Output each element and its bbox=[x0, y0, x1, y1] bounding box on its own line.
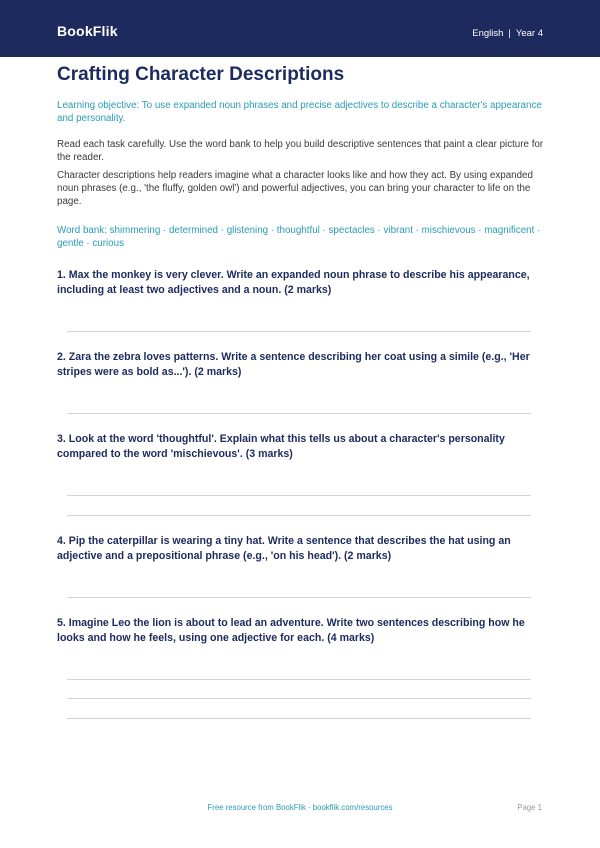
answer-line[interactable] bbox=[67, 718, 531, 719]
question-4: 4. Pip the caterpillar is wearing a tiny hat. Write a sentence that describes the hat using an adjective and a prepositional phrase (e.g., 'on his head'). (2 marks) bbox=[57, 535, 511, 562]
subject-year-label bbox=[472, 28, 543, 39]
answer-line[interactable] bbox=[67, 515, 531, 516]
answer-line[interactable] bbox=[67, 597, 531, 598]
answer-line[interactable] bbox=[67, 331, 531, 332]
meta-separator: | bbox=[508, 28, 511, 39]
brand-logo[interactable]: BookFlik bbox=[57, 23, 118, 39]
word-bank: Word bank: shimmering · determined · glistening · thoughtful · spectacles · vibrant · mischievous · magnificent · gentle · curious bbox=[57, 225, 541, 249]
page-number: Page 1 bbox=[517, 803, 542, 812]
learning-objective: Learning objective: To use expanded noun phrases and precise adjectives to describe a character's appearance and personality. bbox=[57, 100, 542, 124]
question-5: 5. Imagine Leo the lion is about to lead an adventure. Write two sentences describing how he looks and how he feels, using one adjective for each. (4 marks) bbox=[57, 617, 525, 644]
question-2: 2. Zara the zebra loves patterns. Write a sentence describing her coat using a simile (e.g., 'Her stripes were as bold as...'). (2 marks) bbox=[57, 351, 530, 378]
intro-text: Character descriptions help readers imagine what a character looks like and how they act. By using expanded noun phrases (e.g., 'the fluffy, golden owl') and powerful adjectives, you can bring your character to life on the page. bbox=[57, 170, 533, 207]
answer-line[interactable] bbox=[67, 495, 531, 496]
answer-line[interactable] bbox=[67, 679, 531, 680]
instructions-text: Read each task carefully. Use the word bank to help you build descriptive sentences that paint a clear picture for the reader. bbox=[57, 139, 544, 163]
subject-label: English bbox=[472, 28, 504, 39]
question-3: 3. Look at the word 'thoughtful'. Explain what this tells us about a character's personality compared to the word 'mischievous'. (3 marks) bbox=[57, 433, 505, 460]
top-banner bbox=[0, 0, 600, 57]
footer-credit[interactable]: Free resource from BookFlik · bookflik.com/resources bbox=[207, 803, 393, 812]
question-1: 1. Max the monkey is very clever. Write an expanded noun phrase to describe his appearance, including at least two adjectives and a noun. (2 marks) bbox=[57, 269, 530, 296]
answer-line[interactable] bbox=[67, 698, 531, 699]
year-label: Year 4 bbox=[515, 28, 543, 39]
answer-line[interactable] bbox=[67, 413, 531, 414]
worksheet-title: Crafting Character Descriptions bbox=[57, 64, 345, 85]
